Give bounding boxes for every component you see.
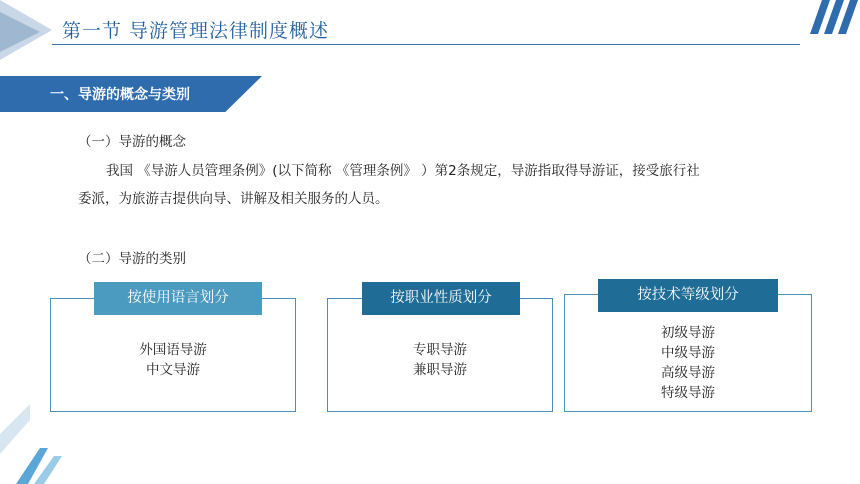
category-label-profession: 按职业性质划分 bbox=[362, 282, 520, 315]
page-title: 第一节 导游管理法律制度概述 bbox=[62, 20, 330, 42]
concept-heading: （一）导游的概念 bbox=[78, 134, 186, 150]
list-item: 高级导游 bbox=[661, 365, 715, 381]
category-items-grade bbox=[564, 323, 812, 403]
category-label-language: 按使用语言划分 bbox=[94, 282, 262, 315]
category-items-profession bbox=[327, 340, 553, 380]
section-banner-text: 一、导游的概念与类别 bbox=[50, 87, 190, 103]
corner-decoration bbox=[0, 0, 64, 64]
list-item: 初级导游 bbox=[661, 325, 715, 341]
category-items-language bbox=[50, 340, 296, 380]
list-item: 中级导游 bbox=[661, 345, 715, 361]
concept-paragraph-line1: 我国 《导游人员管理条例》(以下简称 《管理条例》 ）第2条规定，导游指取得导游证，接受旅行社 bbox=[106, 163, 700, 179]
header-rule bbox=[52, 44, 800, 45]
list-item: 外国语导游 bbox=[139, 342, 207, 358]
stripes-decoration bbox=[804, 0, 860, 34]
list-item: 专职导游 bbox=[413, 342, 467, 358]
bottom-left-decoration bbox=[0, 404, 70, 484]
concept-paragraph-line2: 委派，为旅游吉提供向导、讲解及相关服务的人员。 bbox=[78, 191, 389, 207]
list-item: 中文导游 bbox=[146, 362, 200, 378]
types-heading: （二）导游的类别 bbox=[78, 251, 186, 267]
list-item: 特级导游 bbox=[661, 385, 715, 401]
list-item: 兼职导游 bbox=[413, 362, 467, 378]
category-label-grade: 按技术等级划分 bbox=[598, 279, 778, 312]
